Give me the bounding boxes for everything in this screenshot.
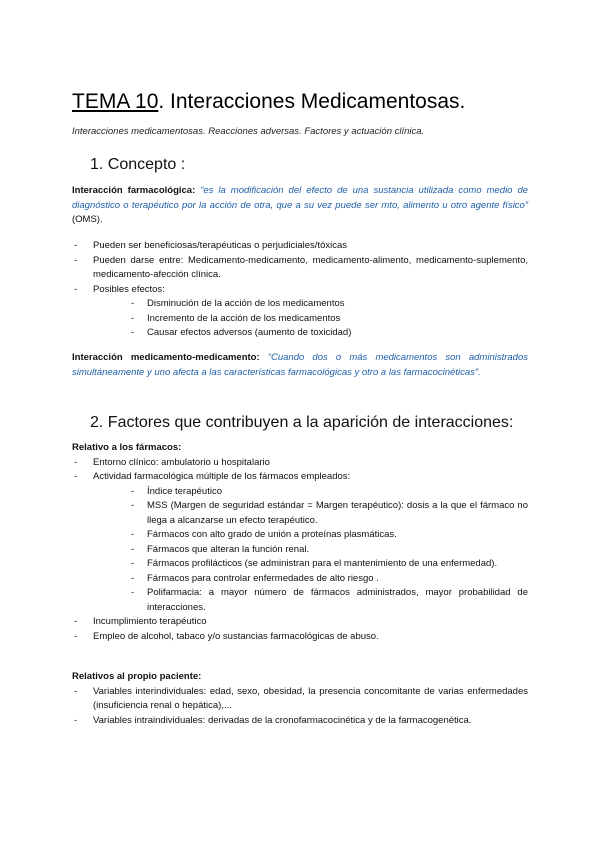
list-item: - Variables interindividuales: edad, sexo, obesidad, la presencia concomitante de varias enfermedades (insuficiencia renal o hepática),... — [72, 685, 528, 714]
section-2-heading: 2. Factores que contribuyen a la aparición de interacciones: — [90, 414, 514, 431]
list-item — [72, 470, 528, 615]
definition-medicamento-medicamento — [72, 351, 528, 380]
subtitle: Interacciones medicamentosas. Reacciones adversas. Factores y actuación clínica. — [72, 126, 425, 137]
drug-factors-label: Relativo a los fármacos: — [72, 442, 182, 453]
section-1-heading: 1. Concepto : — [90, 156, 186, 173]
sublist-item: - Fármacos con alto grado de unión a proteínas plasmáticas. — [129, 528, 528, 543]
effects-sublist — [129, 297, 528, 341]
concept-list — [72, 239, 528, 341]
list-item: - Entorno clínico: ambulatorio u hospitalario — [72, 456, 528, 471]
title-tema: TEMA 10 — [72, 90, 159, 113]
definition-label: Interacción farmacológica: — [72, 185, 196, 196]
sublist-item: - Fármacos que alteran la función renal. — [129, 543, 528, 558]
page-title — [72, 90, 465, 114]
sublist-item: - Polifarmacia: a mayor número de fármacos administrados, mayor probabilidad de interacciones. — [129, 586, 528, 615]
definition-source: (OMS). — [72, 214, 103, 225]
drug-factors — [72, 441, 528, 644]
list-item-label: Actividad farmacológica múltiple de los fármacos empleados: — [93, 471, 351, 482]
list-item: - Variables intraindividuales: derivadas de la cronofarmacocinética y de la farmacogenética. — [72, 714, 528, 729]
patient-factors — [72, 670, 528, 728]
sublist-item: - MSS (Margen de seguridad estándar = Margen terapéutico): dosis a la que el fármaco no llega a alcanzarse un efecto terapéutico. — [129, 499, 528, 528]
sublist-item: - Disminución de la acción de los medicamentos — [129, 297, 528, 312]
list-item: - Empleo de alcohol, tabaco y/o sustancias farmacológicas de abuso. — [72, 630, 528, 645]
definition-interaccion-farmacologica — [72, 184, 528, 228]
definition-quote: “Cuando dos o más medicamentos son administrados simultáneamente y uno afecta a las características farmacológicas y otro a las farmacocinéticas”. — [72, 352, 529, 378]
sublist-item: - Fármacos para controlar enfermedades de alto riesgo . — [129, 572, 528, 587]
drug-subitems — [129, 485, 528, 616]
sublist-item: - Índice terapéutico — [129, 485, 528, 500]
sublist-item: - Fármacos profilácticos (se administran para el mantenimiento de una enfermedad). — [129, 557, 528, 572]
list-item: - Pueden darse entre: Medicamento-medicamento, medicamento-alimento, medicamento-suplemento, medicamento-afección clínica. — [72, 254, 528, 283]
title-rest: . Interacciones Medicamentosas. — [158, 90, 466, 113]
list-item-label: Posibles efectos: — [93, 283, 165, 295]
list-item — [72, 283, 528, 341]
patient-factors-label: Relativos al propio paciente: — [72, 671, 202, 682]
definition-label: Interacción medicamento-medicamento: — [72, 352, 260, 363]
list-item: - Pueden ser beneficiosas/terapéuticas o perjudiciales/tóxicas — [72, 239, 528, 254]
sublist-item: - Incremento de la acción de los medicamentos — [129, 312, 528, 327]
definition-quote: “es la modificación del efecto de una sustancia utilizada como medio de diagnóstico o terapéutico por la acción de otra, que a su vez puede ser mto, alimento u otro agente físico” — [72, 185, 529, 211]
sublist-item: - Causar efectos adversos (aumento de toxicidad) — [129, 326, 528, 341]
list-item: - Incumplimiento terapéutico — [72, 615, 528, 630]
